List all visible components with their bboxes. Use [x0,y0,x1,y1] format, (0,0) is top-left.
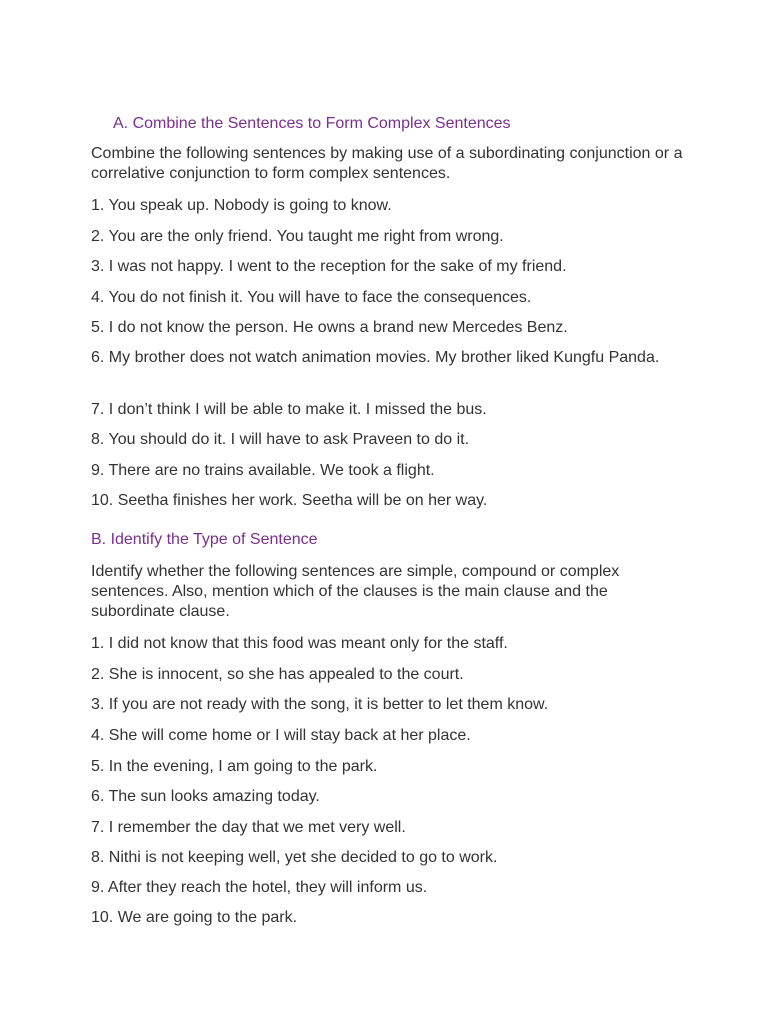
section-a-item: 4. You do not finish it. You will have to face the consequences. [91,289,532,306]
section-b-heading: B. Identify the Type of Sentence [91,531,318,548]
section-b-item: 3. If you are not ready with the song, it is better to let them know. [91,696,549,713]
section-b-item: 7. I remember the day that we met very well. [91,819,406,836]
section-b-item: 5. In the evening, I am going to the park. [91,758,378,775]
section-a-heading: A. Combine the Sentences to Form Complex Sentences [113,115,511,132]
section-a-item: 5. I do not know the person. He owns a brand new Mercedes Benz. [91,319,568,336]
section-b-instructions: Identify whether the following sentences are simple, compound or complex sentences. Also, mention which of the clauses is the main clause and the subordinate clause. [91,563,620,620]
section-a-item: 3. I was not happy. I went to the reception for the sake of my friend. [91,258,567,275]
section-a-item: 7. I don’t think I will be able to make it. I missed the bus. [91,401,487,418]
section-b-item: 8. Nithi is not keeping well, yet she decided to go to work. [91,849,498,866]
section-b-item: 9. After they reach the hotel, they will inform us. [91,879,428,896]
section-b-item: 10. We are going to the park. [91,909,298,926]
section-a-instructions: Combine the following sentences by making use of a subordinating conjunction or a correlative conjunction to form complex sentences. [91,145,683,182]
section-b-item: 2. She is innocent, so she has appealed to the court. [91,666,464,683]
section-a-item: 1. You speak up. Nobody is going to know. [91,197,392,214]
section-a-item: 2. You are the only friend. You taught me right from wrong. [91,228,504,245]
section-a-item: 9. There are no trains available. We took a flight. [91,462,435,479]
section-a-item: 6. My brother does not watch animation movies. My brother liked Kungfu Panda. [91,349,660,366]
section-a-item: 10. Seetha finishes her work. Seetha will be on her way. [91,492,488,509]
section-b-item: 4. She will come home or I will stay back at her place. [91,727,471,744]
section-b-item: 1. I did not know that this food was meant only for the staff. [91,635,508,652]
section-b-item: 6. The sun looks amazing today. [91,788,320,805]
section-a-item: 8. You should do it. I will have to ask Praveen to do it. [91,431,470,448]
